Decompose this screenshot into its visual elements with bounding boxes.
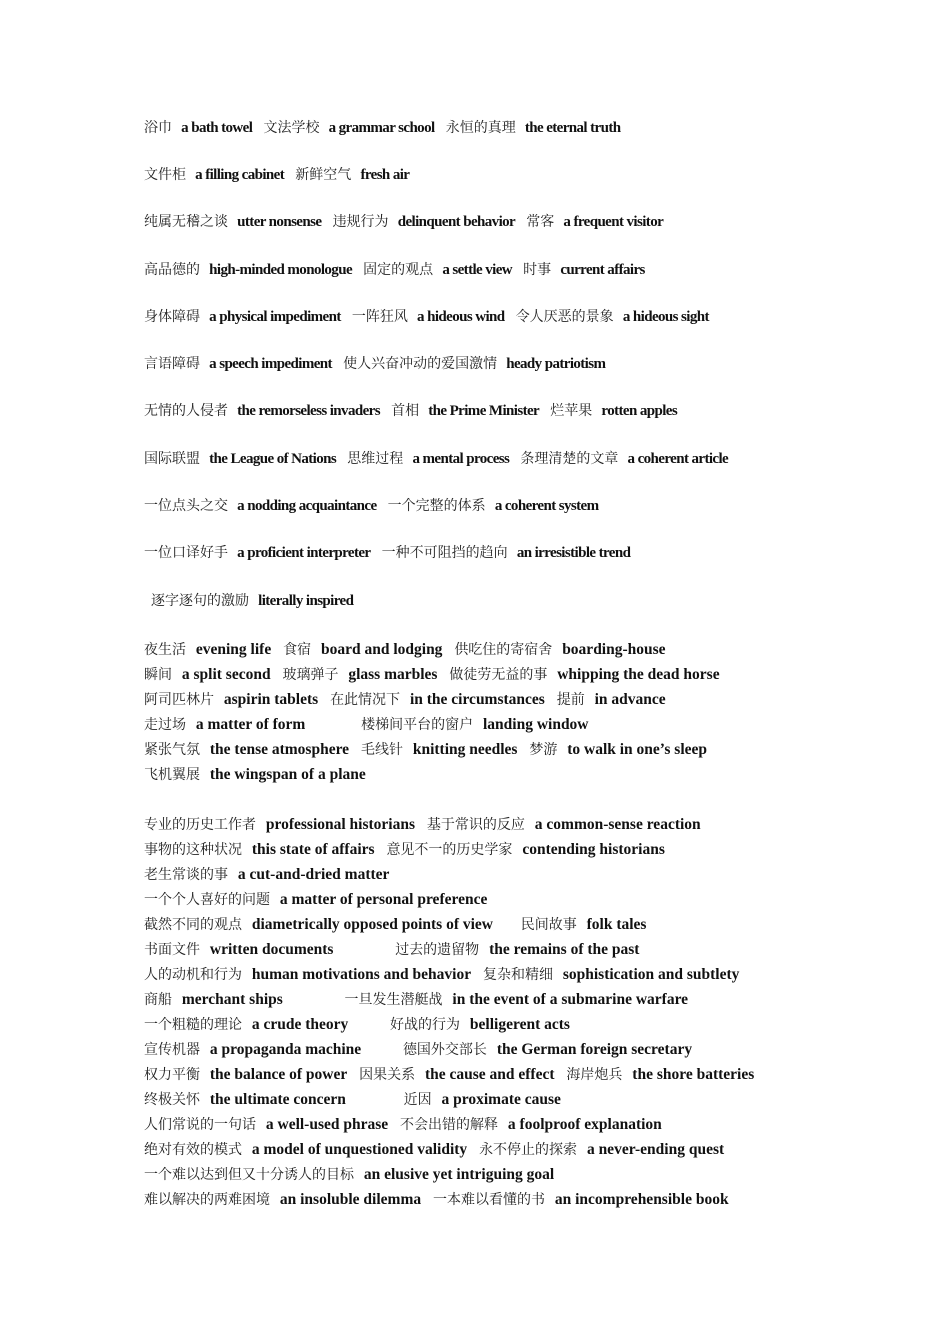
english-term: utter nonsense: [237, 214, 322, 230]
english-term: professional historians: [265, 816, 416, 833]
english-term: the German foreign secretary: [496, 1041, 693, 1058]
vocab-line: [144, 260, 653, 280]
english-term: a physical impediment: [209, 309, 341, 325]
chinese-term: 无情的人侵者: [144, 403, 228, 419]
chinese-term: 梦游: [529, 742, 558, 758]
english-term: a coherent system: [494, 498, 599, 514]
chinese-term: 飞机翼展: [144, 767, 200, 783]
chinese-term: 瞬间: [144, 667, 172, 683]
english-term: a frequent visitor: [563, 214, 664, 230]
chinese-term: 终极关怀: [144, 1092, 200, 1108]
chinese-term: 首相: [391, 403, 420, 419]
chinese-term: 永不停止的探索: [479, 1142, 578, 1158]
chinese-term: 国际联盟: [144, 451, 200, 467]
vocab-line: [144, 940, 647, 960]
vocab-line: [144, 1190, 737, 1210]
english-term: an incomprehensible book: [554, 1191, 729, 1208]
chinese-term: 食宿: [283, 642, 312, 658]
english-term: a cut-and-dried matter: [237, 866, 390, 883]
vocab-line: [144, 212, 671, 232]
english-term: rotten apples: [601, 403, 678, 419]
chinese-term: 一旦发生潜艇战: [344, 992, 443, 1008]
chinese-term: 好战的行为: [390, 1017, 461, 1033]
chinese-term: 一种不可阻挡的趋向: [381, 545, 508, 561]
chinese-term: 一个粗糙的理论: [144, 1017, 242, 1033]
chinese-term: 玻璃弹子: [282, 667, 339, 683]
english-term: heady patriotism: [506, 356, 606, 372]
vocab-line: [144, 449, 736, 469]
chinese-term: 永恒的真理: [445, 120, 516, 136]
english-term: the cause and effect: [424, 1066, 555, 1083]
english-term: the wingspan of a plane: [209, 766, 366, 783]
english-term: fresh air: [360, 167, 410, 183]
vocab-line: [144, 118, 628, 138]
chinese-term: 常客: [526, 214, 555, 230]
english-term: sophistication and subtlety: [562, 966, 740, 983]
chinese-term: 毛线针: [360, 742, 403, 758]
chinese-term: 商船: [144, 992, 172, 1008]
english-term: this state of affairs: [251, 841, 375, 858]
chinese-term: 时事: [523, 262, 552, 278]
vocab-line: [144, 307, 717, 327]
chinese-term: 身体障碍: [144, 309, 200, 325]
english-term: the shore batteries: [632, 1066, 755, 1083]
english-term: the eternal truth: [524, 120, 621, 136]
vocab-line: [144, 965, 747, 985]
chinese-term: 高品德的: [144, 262, 200, 278]
chinese-term: 近因: [403, 1092, 432, 1108]
english-term: a foolproof explanation: [507, 1116, 662, 1133]
chinese-term: 文法学校: [263, 120, 320, 136]
english-term: board and lodging: [320, 641, 443, 658]
chinese-term: 楼梯间平台的窗户: [361, 717, 474, 733]
english-term: a filling cabinet: [195, 167, 285, 183]
english-term: current affairs: [560, 262, 645, 278]
english-term: a proximate cause: [441, 1091, 561, 1108]
chinese-term: 事物的这种状况: [144, 842, 242, 858]
chinese-term: 使人兴奋冲动的爱国激情: [343, 356, 498, 372]
english-term: glass marbles: [348, 666, 438, 683]
english-term: high-minded monologue: [209, 262, 353, 278]
english-term: a split second: [181, 666, 271, 683]
english-term: a model of unquestioned validity: [251, 1141, 468, 1158]
english-term: evening life: [195, 641, 272, 658]
chinese-term: 思维过程: [347, 451, 404, 467]
chinese-term: 供吃住的寄宿舍: [454, 642, 553, 658]
english-term: a matter of form: [195, 716, 306, 733]
english-term: knitting needles: [412, 741, 518, 758]
english-term: a grammar school: [328, 120, 435, 136]
english-term: a proficient interpreter: [237, 545, 371, 561]
chinese-term: 截然不同的观点: [144, 917, 242, 933]
english-term: a common-sense reaction: [534, 816, 701, 833]
vocab-line: [144, 915, 654, 935]
english-term: an insoluble dilemma: [279, 1191, 422, 1208]
vocab-line: [144, 496, 606, 516]
english-term: a propaganda machine: [209, 1041, 362, 1058]
chinese-term: 逐字逐句的激励: [151, 593, 249, 609]
chinese-term: 一个个人喜好的问题: [144, 892, 270, 908]
chinese-term: 人们常说的一句话: [144, 1117, 256, 1133]
vocab-line: [144, 165, 417, 185]
english-term: the ultimate concern: [209, 1091, 346, 1108]
vocab-line: [144, 543, 638, 563]
english-term: a crude theory: [251, 1016, 349, 1033]
english-term: the League of Nations: [209, 451, 337, 467]
chinese-term: 烂苹果: [550, 403, 593, 419]
chinese-term: 一个难以达到但又十分诱人的目标: [144, 1167, 354, 1183]
english-term: a well-used phrase: [265, 1116, 389, 1133]
chinese-term: 阿司匹林片: [144, 692, 214, 708]
vocab-line: [144, 690, 674, 710]
chinese-term: 老生常谈的事: [144, 867, 228, 883]
english-term: a bath towel: [181, 120, 253, 136]
chinese-term: 权力平衡: [144, 1067, 200, 1083]
english-term: in the circumstances: [409, 691, 545, 708]
chinese-term: 紧张气氛: [144, 742, 200, 758]
english-term: diametrically opposed points of view: [251, 916, 493, 933]
chinese-term: 宣传机器: [144, 1042, 200, 1058]
vocab-line: [144, 765, 374, 785]
vocab-line: [144, 865, 397, 885]
english-term: aspirin tablets: [223, 691, 319, 708]
vocab-line: [144, 354, 613, 374]
chinese-term: 不会出错的解释: [400, 1117, 499, 1133]
vocab-line: [144, 815, 709, 835]
english-term: a never-ending quest: [586, 1141, 725, 1158]
english-term: the remorseless invaders: [237, 403, 380, 419]
english-term: a nodding acquaintance: [237, 498, 377, 514]
english-term: literally inspired: [258, 593, 354, 609]
vocab-line: [144, 990, 696, 1010]
vocab-line: [151, 591, 361, 611]
chinese-term: 令人厌恶的景象: [515, 309, 614, 325]
chinese-term: 一阵狂风: [351, 309, 408, 325]
english-term: belligerent acts: [469, 1016, 570, 1033]
chinese-term: 人的动机和行为: [144, 967, 242, 983]
english-term: a hideous wind: [417, 309, 505, 325]
chinese-term: 绝对有效的模式: [144, 1142, 242, 1158]
vocab-line: [144, 1090, 569, 1110]
chinese-term: 一位口译好手: [144, 545, 228, 561]
english-term: a speech impediment: [209, 356, 332, 372]
vocab-line: [144, 640, 674, 660]
vocab-line: [144, 740, 715, 760]
english-term: whipping the dead horse: [557, 666, 720, 683]
chinese-term: 提前: [556, 692, 585, 708]
english-term: an irresistible trend: [516, 545, 631, 561]
english-term: human motivations and behavior: [251, 966, 472, 983]
chinese-term: 违规行为: [332, 214, 389, 230]
chinese-term: 德国外交部长: [402, 1042, 487, 1058]
english-term: a mental process: [412, 451, 510, 467]
chinese-term: 文件柜: [144, 167, 186, 183]
vocab-line: [144, 1040, 700, 1060]
vocab-line: [144, 890, 495, 910]
english-term: in the event of a submarine warfare: [452, 991, 689, 1008]
english-term: an elusive yet intriguing goal: [363, 1166, 555, 1183]
vocab-line: [144, 1015, 578, 1035]
chinese-term: 条理清楚的文章: [520, 451, 619, 467]
chinese-term: 意见不一的历史学家: [386, 842, 513, 858]
vocab-line: [144, 1115, 670, 1135]
english-term: in advance: [594, 691, 666, 708]
vocab-line: [144, 1140, 732, 1160]
english-term: delinquent behavior: [397, 214, 516, 230]
chinese-term: 因果关系: [359, 1067, 416, 1083]
chinese-term: 新鲜空气: [295, 167, 352, 183]
chinese-term: 浴巾: [144, 120, 172, 136]
chinese-term: 过去的遗留物: [395, 942, 480, 958]
english-term: folk tales: [586, 916, 647, 933]
chinese-term: 一位点头之交: [144, 498, 228, 514]
english-term: merchant ships: [181, 991, 283, 1008]
chinese-term: 走过场: [144, 717, 186, 733]
english-term: to walk in one’s sleep: [567, 741, 708, 758]
chinese-term: 基于常识的反应: [426, 817, 525, 833]
chinese-term: 在此情况下: [330, 692, 401, 708]
vocab-line: [144, 1065, 762, 1085]
chinese-term: 难以解决的两难困境: [144, 1192, 270, 1208]
vocab-line: [144, 715, 597, 735]
vocab-line: [144, 840, 673, 860]
chinese-term: 做徒劳无益的事: [449, 667, 548, 683]
chinese-term: 复杂和精细: [482, 967, 553, 983]
chinese-term: 纯属无稽之谈: [144, 214, 228, 230]
english-term: boarding-house: [562, 641, 666, 658]
english-term: the balance of power: [209, 1066, 348, 1083]
english-term: landing window: [482, 716, 589, 733]
english-term: the Prime Minister: [428, 403, 540, 419]
chinese-term: 民间故事: [520, 917, 577, 933]
vocab-line: [144, 665, 728, 685]
chinese-term: 一本难以看懂的书: [433, 1192, 545, 1208]
chinese-term: 夜生活: [144, 642, 186, 658]
english-term: a matter of personal preference: [279, 891, 488, 908]
chinese-term: 专业的历史工作者: [144, 817, 256, 833]
chinese-term: 一个完整的体系: [387, 498, 486, 514]
chinese-term: 书面文件: [144, 942, 200, 958]
chinese-term: 言语障碍: [144, 356, 200, 372]
english-term: the tense atmosphere: [209, 741, 350, 758]
chinese-term: 固定的观点: [363, 262, 434, 278]
english-term: a hideous sight: [622, 309, 709, 325]
english-term: a settle view: [442, 262, 512, 278]
vocab-line: [144, 401, 685, 421]
english-term: contending historians: [522, 841, 665, 858]
english-term: a coherent article: [627, 451, 729, 467]
english-term: written documents: [209, 941, 334, 958]
english-term: the remains of the past: [489, 941, 640, 958]
chinese-term: 海岸炮兵: [566, 1067, 623, 1083]
vocab-line: [144, 1165, 562, 1185]
